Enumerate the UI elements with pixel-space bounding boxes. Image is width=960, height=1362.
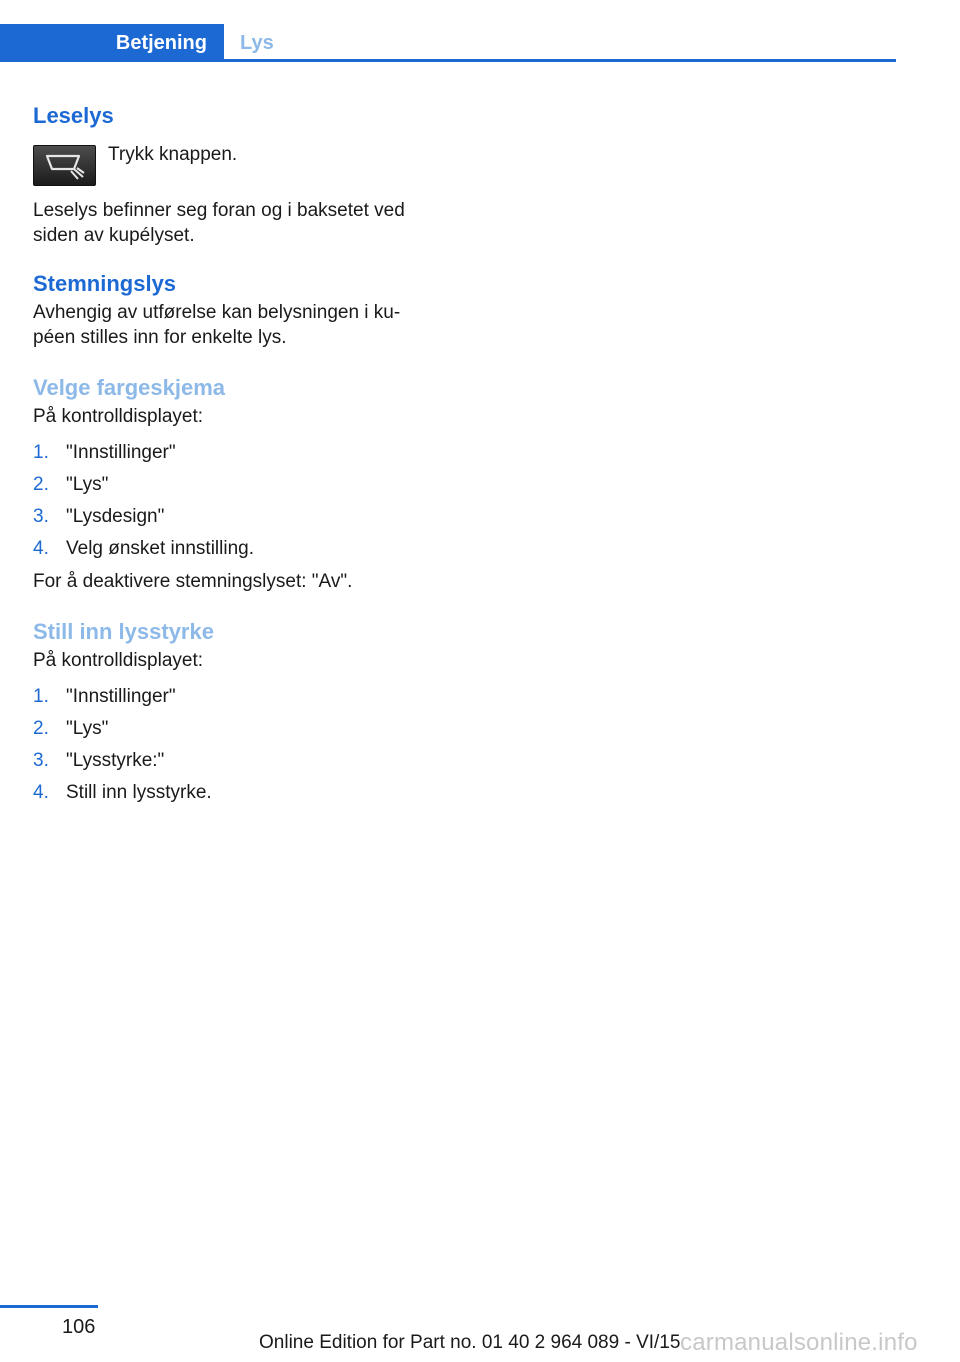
main-content <box>33 100 433 809</box>
reading-light-row <box>33 142 433 186</box>
step-number: 2. <box>33 718 49 739</box>
list-item <box>33 501 433 533</box>
step-text: "Lysstyrke:" <box>66 750 165 771</box>
header-tab-lys: Lys <box>240 32 274 54</box>
ambient-light-description: Avhengig av utførelse kan belysningen i ku-péen stilles inn for enkelte lys. <box>33 302 401 348</box>
header-divider <box>0 59 896 62</box>
reading-light-instruction: Trykk knappen. <box>108 144 238 165</box>
color-scheme-steps <box>33 437 433 565</box>
list-item <box>33 437 433 469</box>
reading-light-button-icon <box>33 145 96 186</box>
step-text: "Lys" <box>66 718 109 739</box>
step-number: 1. <box>33 442 49 463</box>
brightness-intro: På kontrolldisplayet: <box>33 650 204 671</box>
list-item <box>33 533 433 565</box>
footer-divider <box>0 1305 98 1308</box>
list-item <box>33 469 433 501</box>
header-tab-betjening: Betjening <box>0 24 224 62</box>
edition-text: Online Edition for Part no. 01 40 2 964 089 - VI/15 <box>259 1332 681 1353</box>
heading-leselys: Leselys <box>33 103 114 128</box>
step-text: "Innstillinger" <box>66 442 176 463</box>
brightness-steps <box>33 681 433 809</box>
page-header <box>0 24 896 62</box>
step-text: Still inn lysstyrke. <box>66 782 212 803</box>
step-number: 4. <box>33 782 49 803</box>
color-scheme-note: For å deaktivere stemningslyset: "Av". <box>33 571 353 592</box>
step-number: 3. <box>33 506 49 527</box>
list-item <box>33 777 433 809</box>
heading-still-inn-lysstyrke: Still inn lysstyrke <box>33 619 214 644</box>
list-item <box>33 681 433 713</box>
list-item <box>33 745 433 777</box>
watermark-text: carmanualsonline.info <box>680 1329 918 1356</box>
step-number: 4. <box>33 538 49 559</box>
step-text: "Lys" <box>66 474 109 495</box>
list-item <box>33 713 433 745</box>
step-number: 3. <box>33 750 49 771</box>
heading-velge-fargeskjema: Velge fargeskjema <box>33 375 226 400</box>
step-text: "Innstillinger" <box>66 686 176 707</box>
step-text: Velg ønsket innstilling. <box>66 538 254 559</box>
color-scheme-intro: På kontrolldisplayet: <box>33 406 204 427</box>
page-number: 106 <box>62 1316 96 1338</box>
step-number: 1. <box>33 686 49 707</box>
reading-light-description: Leselys befinner seg foran og i baksetet ved siden av kupélyset. <box>33 200 405 246</box>
heading-stemningslys: Stemningslys <box>33 271 177 296</box>
step-number: 2. <box>33 474 49 495</box>
step-text: "Lysdesign" <box>66 506 165 527</box>
